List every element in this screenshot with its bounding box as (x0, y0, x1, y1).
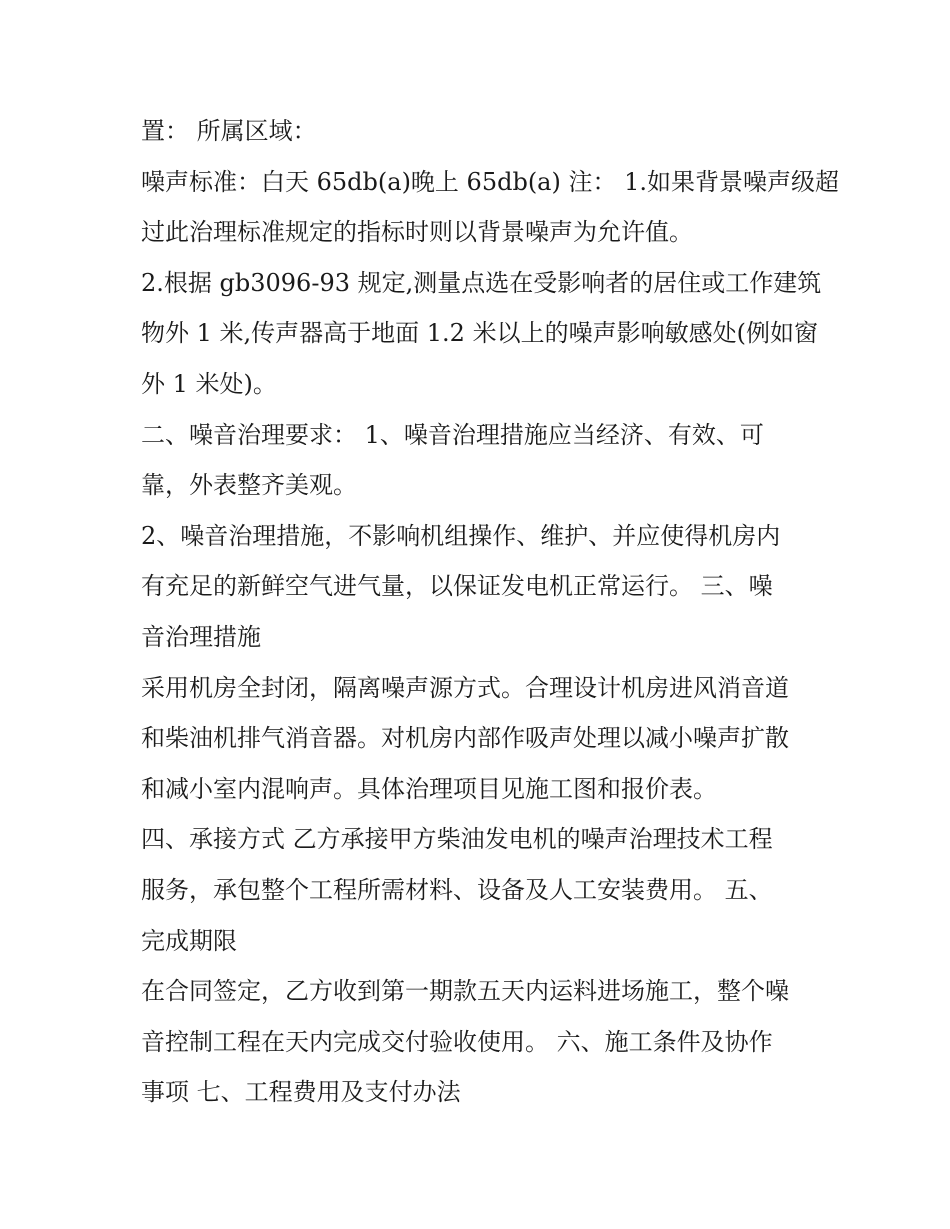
text-line: 置： 所属区域： (141, 117, 317, 145)
text-line: 音治理措施 (141, 622, 261, 651)
text-line: 在合同签定，乙方收到第一期款五天内运料进场施工，整个噪 (141, 977, 789, 1006)
text-line: 外 1 米处)。 (141, 369, 277, 398)
text-line: 二、噪音治理要求： 1、噪音治理措施应当经济、有效、可 (141, 420, 764, 449)
text-line: 服务，承包整个工程所需材料、设备及人工安装费用。 五、 (141, 875, 773, 904)
text-line: 完成期限 (141, 926, 237, 955)
text-line: 和减小室内混响声。具体治理项目见施工图和报价表。 (141, 774, 717, 803)
document-body (141, 106, 840, 1118)
text-line: 四、承接方式 乙方承接甲方柴油发电机的噪声治理技术工程 (141, 825, 773, 854)
text-line: 和柴油机排气消音器。对机房内部作吸声处理以减小噪声扩散 (141, 724, 789, 753)
text-line: 采用机房全封闭，隔离噪声源方式。合理设计机房进风消音道 (141, 673, 789, 702)
text-line: 2.根据 gb3096-93 规定,测量点选在受影响者的居住或工作建筑 (141, 268, 822, 297)
text-line: 2、噪音治理措施，不影响机组操作、维护、并应使得机房内 (141, 521, 781, 550)
text-line: 噪声标准：白天 65db(a)晚上 65db(a) 注： 1.如果背景噪声级超 (141, 167, 840, 196)
text-line: 有充足的新鲜空气进气量，以保证发电机正常运行。 三、噪 (141, 572, 773, 601)
text-line: 音控制工程在天内完成交付验收使用。 六、施工条件及协作 (141, 1027, 773, 1056)
text-line: 靠，外表整齐美观。 (141, 471, 357, 500)
text-line: 物外 1 米,传声器高于地面 1.2 米以上的噪声影响敏感处(例如窗 (141, 319, 818, 348)
text-line: 过此治理标准规定的指标时则以背景噪声为允许值。 (141, 218, 693, 247)
text-line: 事项 七、工程费用及支付办法 (141, 1078, 461, 1107)
